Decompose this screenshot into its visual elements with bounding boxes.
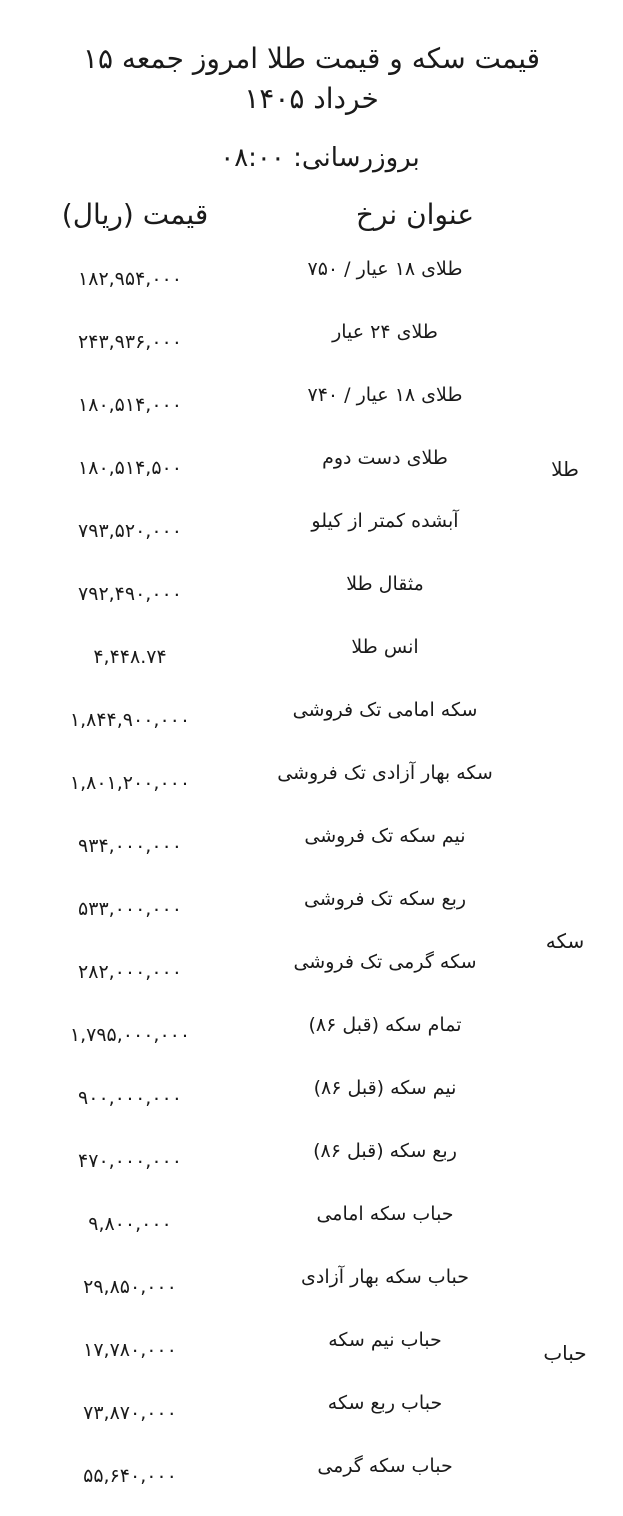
row-name: حباب سکه بهار آزادی xyxy=(301,1266,469,1288)
row-name: حباب ربع سکه xyxy=(327,1392,443,1414)
row-name: حباب سکه گرمی xyxy=(317,1455,453,1477)
row-name: نیم سکه تک فروشی xyxy=(304,825,466,847)
row-name: طلای دست دوم xyxy=(322,447,448,469)
row-price: ۵۵,۶۴۰,۰۰۰ xyxy=(83,1465,177,1487)
row-name: حباب سکه امامی xyxy=(316,1203,454,1225)
row-price: ۱۸۰,۵۱۴,۵۰۰ xyxy=(78,457,182,479)
group-label-coin: سکه xyxy=(545,929,585,953)
table-row xyxy=(0,508,623,548)
row-name: حباب نیم سکه xyxy=(328,1329,442,1351)
page-title-line-2: خرداد ۱۴۰۵ xyxy=(244,82,379,115)
row-name: تمام سکه (قبل ۸۶) xyxy=(308,1014,462,1036)
table-row xyxy=(0,1453,623,1493)
row-price: ۹,۸۰۰,۰۰۰ xyxy=(88,1213,172,1235)
row-price: ۹۳۴,۰۰۰,۰۰۰ xyxy=(78,835,182,857)
table-row xyxy=(0,697,623,737)
row-price: ۷۹۳,۵۲۰,۰۰۰ xyxy=(78,520,182,542)
row-name: ربع سکه تک فروشی xyxy=(303,888,467,910)
row-price: ۲۸۲,۰۰۰,۰۰۰ xyxy=(78,961,182,983)
row-price: ۴۷۰,۰۰۰,۰۰۰ xyxy=(78,1150,182,1172)
table-row xyxy=(0,886,623,926)
table-row xyxy=(0,1327,623,1367)
column-header-name: عنوان نرخ xyxy=(355,198,475,231)
group-label-bubble: حباب xyxy=(543,1341,587,1365)
table-row xyxy=(0,445,623,485)
table-row xyxy=(0,1075,623,1115)
row-name: طلای ۱۸ عیار / ۷۵۰ xyxy=(307,258,463,280)
table-row xyxy=(0,256,623,296)
table-row xyxy=(0,319,623,359)
row-price: ۷۳,۸۷۰,۰۰۰ xyxy=(83,1402,177,1424)
table-row xyxy=(0,1264,623,1304)
row-name: سکه گرمی تک فروشی xyxy=(293,951,477,973)
table-row xyxy=(0,760,623,800)
row-name: نیم سکه (قبل ۸۶) xyxy=(313,1077,457,1099)
table-row xyxy=(0,634,623,674)
row-name: مثقال طلا xyxy=(346,573,424,595)
row-price: ۲۹,۸۵۰,۰۰۰ xyxy=(83,1276,177,1298)
column-header-price: قیمت (ریال) xyxy=(61,198,209,231)
row-name: ربع سکه (قبل ۸۶) xyxy=(313,1140,457,1162)
row-name: سکه امامی تک فروشی xyxy=(292,699,478,721)
row-price: ۵۳۳,۰۰۰,۰۰۰ xyxy=(78,898,182,920)
row-price: ۲۴۳,۹۳۶,۰۰۰ xyxy=(78,331,182,353)
table-row xyxy=(0,1012,623,1052)
table-row xyxy=(0,1138,623,1178)
row-price: ۱۷,۷۸۰,۰۰۰ xyxy=(83,1339,177,1361)
table-row xyxy=(0,382,623,422)
table-row xyxy=(0,1390,623,1430)
table-row xyxy=(0,571,623,611)
row-price: ۱۸۰,۵۱۴,۰۰۰ xyxy=(78,394,182,416)
row-price: ۱۸۲,۹۵۴,۰۰۰ xyxy=(78,268,182,290)
row-name: سکه بهار آزادی تک فروشی xyxy=(277,762,493,784)
table-row xyxy=(0,949,623,989)
row-name: انس طلا xyxy=(351,636,419,658)
row-name: آبشده کمتر از کیلو xyxy=(311,510,459,532)
row-name: طلای ۱۸ عیار / ۷۴۰ xyxy=(307,384,463,406)
row-name: طلای ۲۴ عیار xyxy=(332,321,438,343)
update-time: بروزرسانی: ۰۸:۰۰ xyxy=(220,143,420,173)
row-price: ۴,۴۴۸.۷۴ xyxy=(93,646,167,668)
row-price: ۷۹۲,۴۹۰,۰۰۰ xyxy=(78,583,182,605)
group-label-gold: طلا xyxy=(551,457,579,481)
table-row xyxy=(0,1201,623,1241)
row-price: ۱,۷۹۵,۰۰۰,۰۰۰ xyxy=(69,1024,191,1046)
row-price: ۱,۸۰۱,۲۰۰,۰۰۰ xyxy=(69,772,191,794)
page-title-line-1: قیمت سکه و قیمت طلا امروز جمعه ۱۵ xyxy=(82,42,541,75)
row-price: ۱,۸۴۴,۹۰۰,۰۰۰ xyxy=(69,709,191,731)
table-row xyxy=(0,823,623,863)
row-price: ۹۰۰,۰۰۰,۰۰۰ xyxy=(78,1087,182,1109)
